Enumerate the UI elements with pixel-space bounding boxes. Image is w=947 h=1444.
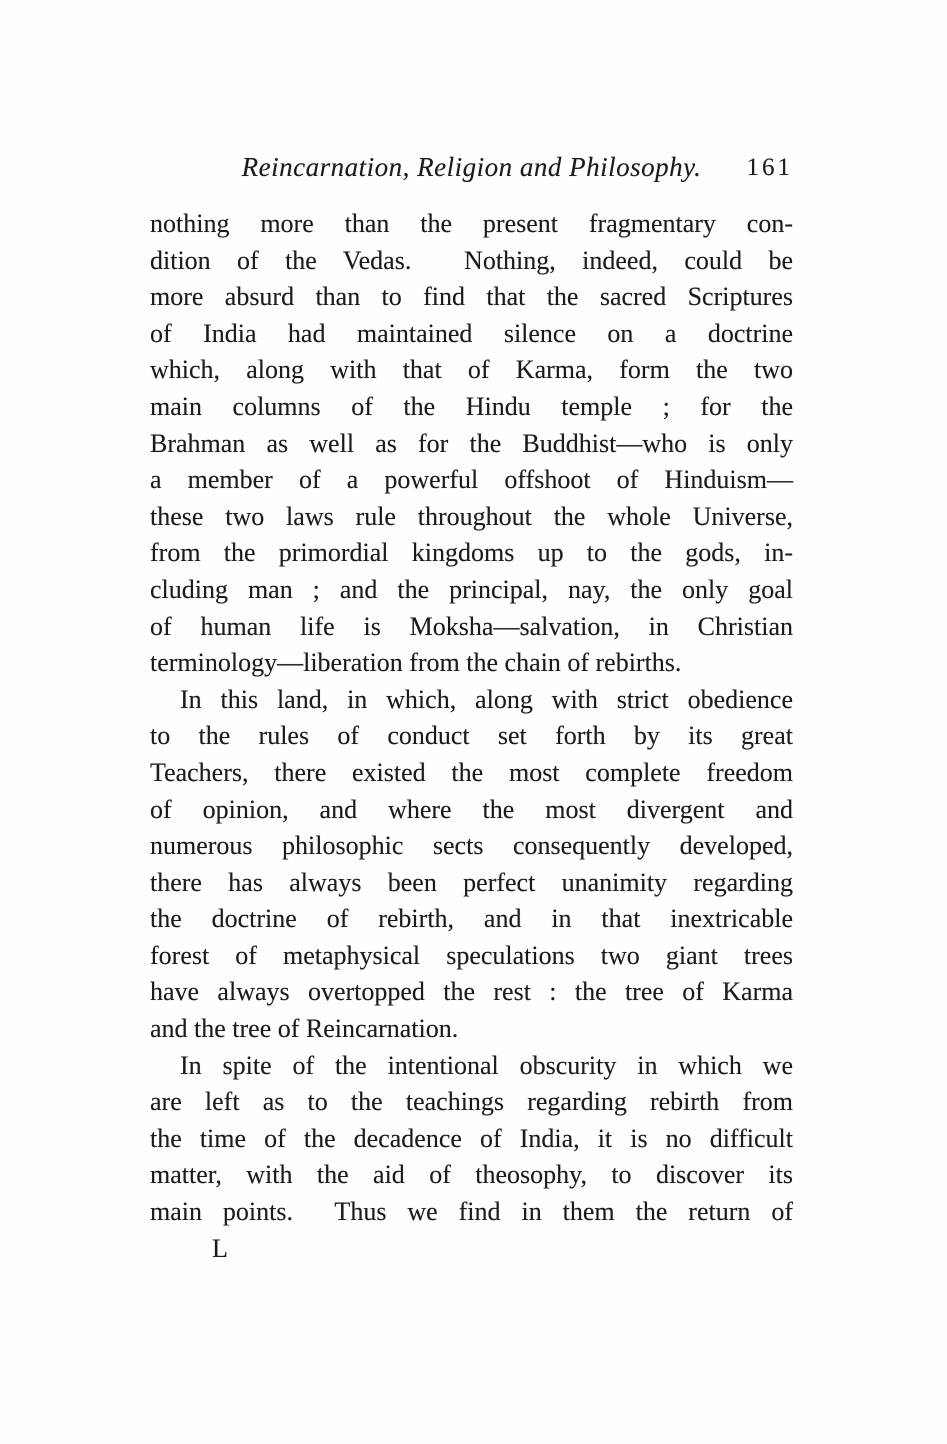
text-line: more absurd than to find that the sacred Scriptures xyxy=(150,282,793,312)
text-line: cluding man ; and the principal, nay, the only goal xyxy=(150,574,793,604)
signature-mark: L xyxy=(212,1233,228,1263)
text-line: main points. Thus we find in them the return of xyxy=(150,1197,793,1227)
page-number: 161 xyxy=(746,154,793,181)
text-line: a member of a powerful offshoot of Hinduism— xyxy=(150,465,793,495)
text-line: there has always been perfect unanimity regarding xyxy=(150,867,793,897)
running-header xyxy=(150,150,793,184)
text-line: to the rules of conduct set forth by its great xyxy=(150,721,793,751)
text-line: the doctrine of rebirth, and in that inextricable xyxy=(150,904,793,934)
text-line: and the tree of Reincarnation. xyxy=(150,1014,459,1044)
text-line: In this land, in which, along with strict obedience xyxy=(180,684,793,714)
text-line: the time of the decadence of India, it is no difficult xyxy=(150,1123,793,1153)
text-line: In spite of the intentional obscurity in which we xyxy=(180,1050,793,1080)
text-line: Brahman as well as for the Buddhist—who is only xyxy=(150,428,793,458)
text-line: Teachers, there existed the most complete freedom xyxy=(150,757,793,787)
body-text xyxy=(150,206,793,1231)
text-block xyxy=(150,150,793,1264)
text-line: have always overtopped the rest : the tree of Karma xyxy=(150,977,793,1007)
text-line: these two laws rule throughout the whole Universe, xyxy=(150,501,793,531)
text-line: numerous philosophic sects consequently developed, xyxy=(150,831,793,861)
text-line: terminology—liberation from the chain of rebirths. xyxy=(150,648,682,678)
text-line: nothing more than the present fragmentary con- xyxy=(150,209,793,238)
text-line: matter, with the aid of theosophy, to discover its xyxy=(150,1160,793,1190)
text-line: are left as to the teachings regarding rebirth from xyxy=(150,1087,793,1117)
text-line: of human life is Moksha—salvation, in Christian xyxy=(150,611,793,641)
text-line: main columns of the Hindu temple ; for the xyxy=(150,391,793,421)
text-line: from the primordial kingdoms up to the gods, in- xyxy=(150,538,793,568)
text-line: of India had maintained silence on a doctrine xyxy=(150,318,793,348)
text-line: which, along with that of Karma, form the two xyxy=(150,355,793,385)
header-title: Reincarnation, Religion and Philosophy. xyxy=(241,152,702,182)
text-line: of opinion, and where the most divergent and xyxy=(150,794,793,824)
text-line: forest of metaphysical speculations two giant trees xyxy=(150,940,793,970)
text-line: dition of the Vedas. Nothing, indeed, could be xyxy=(150,245,793,275)
